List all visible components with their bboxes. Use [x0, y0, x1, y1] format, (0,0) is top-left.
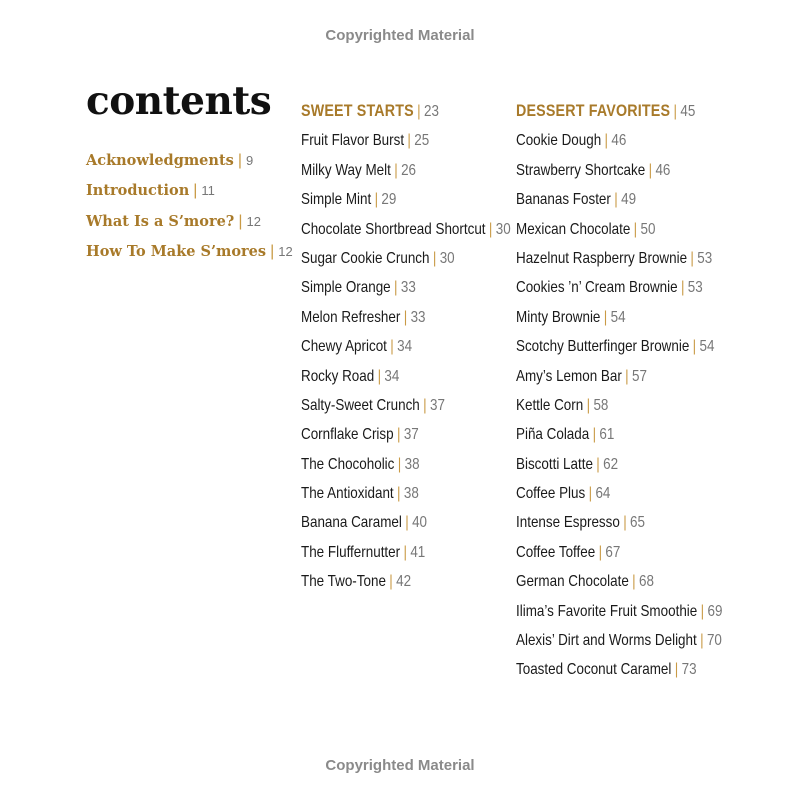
recipe-name: Milky Way Melt	[301, 161, 391, 179]
front-matter-list	[86, 146, 293, 268]
separator: |	[397, 485, 401, 503]
separator: |	[623, 514, 627, 532]
separator: |	[603, 308, 608, 326]
recipe-page: 50	[640, 220, 656, 238]
separator: |	[405, 514, 409, 532]
recipe-name: Cornflake Crisp	[301, 426, 394, 444]
recipe-entry[interactable]	[301, 185, 511, 214]
page-title: contents	[86, 78, 272, 124]
entry-page: 11	[201, 183, 215, 199]
recipe-entry[interactable]	[301, 215, 511, 244]
toc-entry-introduction[interactable]	[86, 176, 293, 206]
recipe-name: Rocky Road	[301, 367, 375, 385]
recipe-name: Fruit Flavor Burst	[301, 132, 405, 150]
recipe-page: 49	[621, 191, 637, 209]
separator: |	[403, 308, 408, 326]
separator: |	[270, 243, 275, 261]
recipe-entry[interactable]	[516, 156, 722, 185]
recipe-page: 30	[495, 220, 511, 238]
recipe-entry[interactable]	[301, 567, 511, 596]
recipe-entry[interactable]	[301, 538, 511, 567]
recipe-entry[interactable]	[516, 567, 722, 596]
recipe-page: 46	[655, 161, 671, 179]
recipe-entry[interactable]	[301, 479, 511, 508]
recipe-name: Chewy Apricot	[301, 338, 387, 356]
separator: |	[417, 103, 421, 120]
recipe-name: Hazelnut Raspberry Brownie	[516, 249, 688, 267]
recipe-name: Ilima’s Favorite Fruit Smoothie	[516, 602, 698, 620]
toc-entry-what-is-a-smore[interactable]	[86, 207, 293, 237]
separator: |	[423, 396, 427, 414]
separator: |	[488, 220, 493, 238]
separator: |	[633, 220, 638, 238]
recipe-entry[interactable]	[301, 508, 511, 537]
recipe-name: Melon Refresher	[301, 308, 401, 326]
entry-page: 12	[246, 213, 261, 229]
recipe-page: 62	[603, 455, 619, 473]
section-sweet-starts	[301, 97, 551, 597]
recipe-name: The Chocoholic	[301, 455, 395, 473]
recipe-entry[interactable]	[516, 479, 722, 508]
separator: |	[588, 485, 593, 503]
recipe-entry[interactable]	[516, 362, 722, 391]
separator: |	[407, 132, 411, 150]
watermark-top: Copyrighted Material	[325, 27, 475, 44]
recipe-page: 33	[410, 308, 426, 326]
recipe-name: Toasted Coconut Caramel	[516, 661, 672, 679]
recipe-entry[interactable]	[301, 273, 511, 302]
recipe-entry[interactable]	[516, 215, 722, 244]
separator: |	[598, 543, 603, 561]
section-title: DESSERT FAVORITES	[516, 101, 671, 120]
recipe-page: 61	[599, 426, 615, 444]
recipe-name: Bananas Foster	[516, 191, 611, 209]
recipe-page: 34	[397, 338, 413, 356]
separator: |	[674, 661, 679, 679]
recipe-page: 69	[707, 602, 723, 620]
recipe-name: Salty-Sweet Crunch	[301, 396, 420, 414]
recipe-entry[interactable]	[301, 362, 511, 391]
recipe-entry[interactable]	[516, 420, 722, 449]
recipe-list	[516, 126, 762, 684]
recipe-entry[interactable]	[516, 244, 722, 273]
recipe-name: Kettle Corn	[516, 396, 584, 414]
entry-page: 12	[278, 244, 293, 260]
section-heading[interactable]	[301, 97, 511, 126]
recipe-page: 33	[400, 279, 416, 297]
section-heading[interactable]	[516, 97, 722, 126]
section-page: 45	[680, 103, 696, 120]
recipe-entry[interactable]	[301, 126, 511, 155]
watermark-bottom: Copyrighted Material	[325, 757, 475, 774]
separator: |	[193, 182, 198, 200]
recipe-page: 73	[681, 661, 697, 679]
recipe-page: 64	[595, 485, 611, 503]
entry-title: Acknowledgments	[86, 152, 234, 169]
separator: |	[397, 455, 402, 473]
recipe-page: 34	[384, 367, 400, 385]
separator: |	[394, 279, 398, 297]
entry-page: 9	[245, 153, 254, 168]
toc-entry-how-to-make-smores[interactable]	[86, 237, 293, 267]
recipe-entry[interactable]	[516, 626, 722, 655]
separator: |	[586, 396, 591, 414]
separator: |	[700, 632, 704, 650]
recipe-name: Banana Caramel	[301, 514, 402, 532]
recipe-page: 58	[593, 396, 609, 414]
separator: |	[403, 543, 407, 561]
separator: |	[692, 338, 697, 356]
recipe-page: 54	[699, 338, 715, 356]
recipe-page: 41	[410, 543, 426, 561]
recipe-name: Simple Orange	[301, 279, 391, 297]
separator: |	[394, 161, 398, 179]
entry-title: How To Make S’mores	[86, 243, 267, 261]
separator: |	[596, 455, 600, 473]
recipe-page: 30	[439, 249, 455, 267]
separator: |	[396, 426, 401, 444]
recipe-name: The Antioxidant	[301, 485, 394, 503]
separator: |	[604, 132, 609, 150]
recipe-page: 37	[403, 426, 419, 444]
recipe-name: Piña Colada	[516, 426, 590, 444]
recipe-page: 40	[412, 514, 428, 532]
separator: |	[614, 191, 618, 209]
recipe-name: Sugar Cookie Crunch	[301, 249, 430, 267]
recipe-page: 70	[706, 632, 722, 650]
recipe-entry[interactable]	[301, 244, 511, 273]
recipe-entry[interactable]	[301, 303, 511, 332]
section-page: 23	[424, 103, 439, 120]
recipe-entry[interactable]	[301, 450, 511, 479]
recipe-entry[interactable]	[516, 303, 722, 332]
recipe-page: 57	[632, 367, 647, 385]
recipe-entry[interactable]	[516, 273, 722, 302]
recipe-page: 67	[605, 543, 621, 561]
separator: |	[432, 249, 437, 267]
recipe-name: Coffee Plus	[516, 485, 586, 503]
recipe-page: 26	[401, 161, 417, 179]
recipe-list	[301, 126, 551, 596]
entry-title: What Is a S’more?	[86, 212, 235, 230]
recipe-page: 65	[630, 514, 646, 532]
separator: |	[592, 426, 597, 444]
recipe-name: Minty Brownie	[516, 308, 601, 326]
separator: |	[700, 602, 705, 620]
recipe-entry[interactable]	[516, 450, 722, 479]
entry-title: Introduction	[86, 182, 190, 200]
recipe-entry[interactable]	[301, 156, 511, 185]
recipe-name: Strawberry Shortcake	[516, 161, 646, 179]
recipe-entry[interactable]	[516, 391, 722, 420]
separator: |	[374, 191, 379, 209]
recipe-name: Mexican Chocolate	[516, 220, 631, 238]
separator: |	[648, 161, 653, 179]
recipe-name: Chocolate Shortbread Shortcut	[301, 220, 486, 238]
recipe-name: Cookies ’n’ Cream Brownie	[516, 279, 678, 297]
recipe-name: Scotchy Butterfinger Brownie	[516, 338, 690, 356]
separator: |	[390, 338, 394, 356]
recipe-page: 29	[381, 191, 397, 209]
recipe-name: Simple Mint	[301, 191, 372, 209]
separator: |	[625, 367, 629, 385]
separator: |	[690, 249, 694, 267]
toc-entry-acknowledgments[interactable]	[86, 146, 293, 176]
recipe-entry[interactable]	[516, 126, 722, 155]
recipe-page: 53	[697, 249, 713, 267]
separator: |	[238, 212, 243, 230]
separator: |	[680, 279, 685, 297]
recipe-page: 53	[687, 279, 703, 297]
separator: |	[673, 103, 678, 120]
recipe-name: Alexis’ Dirt and Worms Delight	[516, 632, 697, 650]
recipe-page: 42	[396, 573, 412, 591]
recipe-name: Cookie Dough	[516, 132, 602, 150]
recipe-entry[interactable]	[301, 391, 511, 420]
recipe-entry[interactable]	[301, 420, 511, 449]
recipe-page: 46	[611, 132, 627, 150]
recipe-entry[interactable]	[516, 332, 722, 361]
section-title: SWEET STARTS	[301, 101, 414, 120]
separator: |	[237, 152, 242, 169]
recipe-name: Biscotti Latte	[516, 455, 593, 473]
separator: |	[389, 573, 393, 591]
recipe-page: 68	[639, 573, 654, 591]
recipe-page: 38	[404, 455, 420, 473]
recipe-name: German Chocolate	[516, 573, 629, 591]
recipe-entry[interactable]	[301, 332, 511, 361]
section-dessert-favorites	[516, 97, 762, 685]
recipe-entry[interactable]	[516, 185, 722, 214]
recipe-name: Coffee Toffee	[516, 543, 596, 561]
recipe-entry[interactable]	[516, 508, 722, 537]
separator: |	[632, 573, 636, 591]
separator: |	[377, 367, 382, 385]
recipe-entry[interactable]	[516, 655, 722, 684]
recipe-page: 25	[414, 132, 430, 150]
recipe-entry[interactable]	[516, 597, 722, 626]
recipe-entry[interactable]	[516, 538, 722, 567]
recipe-page: 37	[429, 396, 445, 414]
recipe-name: Amy’s Lemon Bar	[516, 367, 622, 385]
recipe-name: The Fluffernutter	[301, 543, 401, 561]
recipe-page: 54	[610, 308, 626, 326]
recipe-name: The Two-Tone	[301, 573, 386, 591]
recipe-page: 38	[403, 485, 419, 503]
recipe-name: Intense Espresso	[516, 514, 620, 532]
